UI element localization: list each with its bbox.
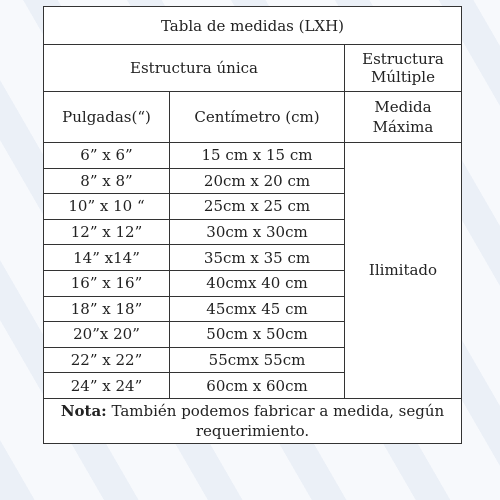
cell-cm: 55cmx 55cm xyxy=(170,347,345,373)
note-cell xyxy=(44,398,462,443)
note-text: También podemos fabricar a medida, según requerimiento. xyxy=(106,401,445,440)
cell-cm: 20cm x 20 cm xyxy=(170,168,345,194)
cell-cm: 35cm x 35 cm xyxy=(170,245,345,271)
cell-inches: 16” x 16” xyxy=(44,270,170,296)
cell-cm: 25cm x 25 cm xyxy=(170,194,345,220)
group-header-single: Estructura única xyxy=(44,45,345,92)
cell-inches: 18” x 18” xyxy=(44,296,170,322)
column-header-cm: Centímetro (cm) xyxy=(170,92,345,143)
cell-cm: 50cm x 50cm xyxy=(170,322,345,348)
cell-cm: 40cmx 40 cm xyxy=(170,270,345,296)
cell-cm: 60cm x 60cm xyxy=(170,373,345,399)
column-header-max: Medida Máxima xyxy=(345,92,462,143)
cell-inches: 24” x 24” xyxy=(44,373,170,399)
table-title: Tabla de medidas (LXH) xyxy=(44,7,462,45)
cell-inches: 14” x14” xyxy=(44,245,170,271)
cell-cm: 45cmx 45 cm xyxy=(170,296,345,322)
cell-inches: 22” x 22” xyxy=(44,347,170,373)
group-header-multiple: Estructura Múltiple xyxy=(345,45,462,92)
cell-cm: 15 cm x 15 cm xyxy=(170,143,345,169)
cell-inches: 12” x 12” xyxy=(44,219,170,245)
note-label: Nota: xyxy=(60,401,107,420)
cell-inches: 8” x 8” xyxy=(44,168,170,194)
table-row xyxy=(44,143,462,169)
cell-cm: 30cm x 30cm xyxy=(170,219,345,245)
cell-max-value: Ilimitado xyxy=(345,143,462,399)
cell-inches: 20”x 20” xyxy=(44,322,170,348)
cell-inches: 6” x 6” xyxy=(44,143,170,169)
column-header-inches: Pulgadas(“) xyxy=(44,92,170,143)
size-table xyxy=(43,6,462,444)
cell-inches: 10” x 10 “ xyxy=(44,194,170,220)
